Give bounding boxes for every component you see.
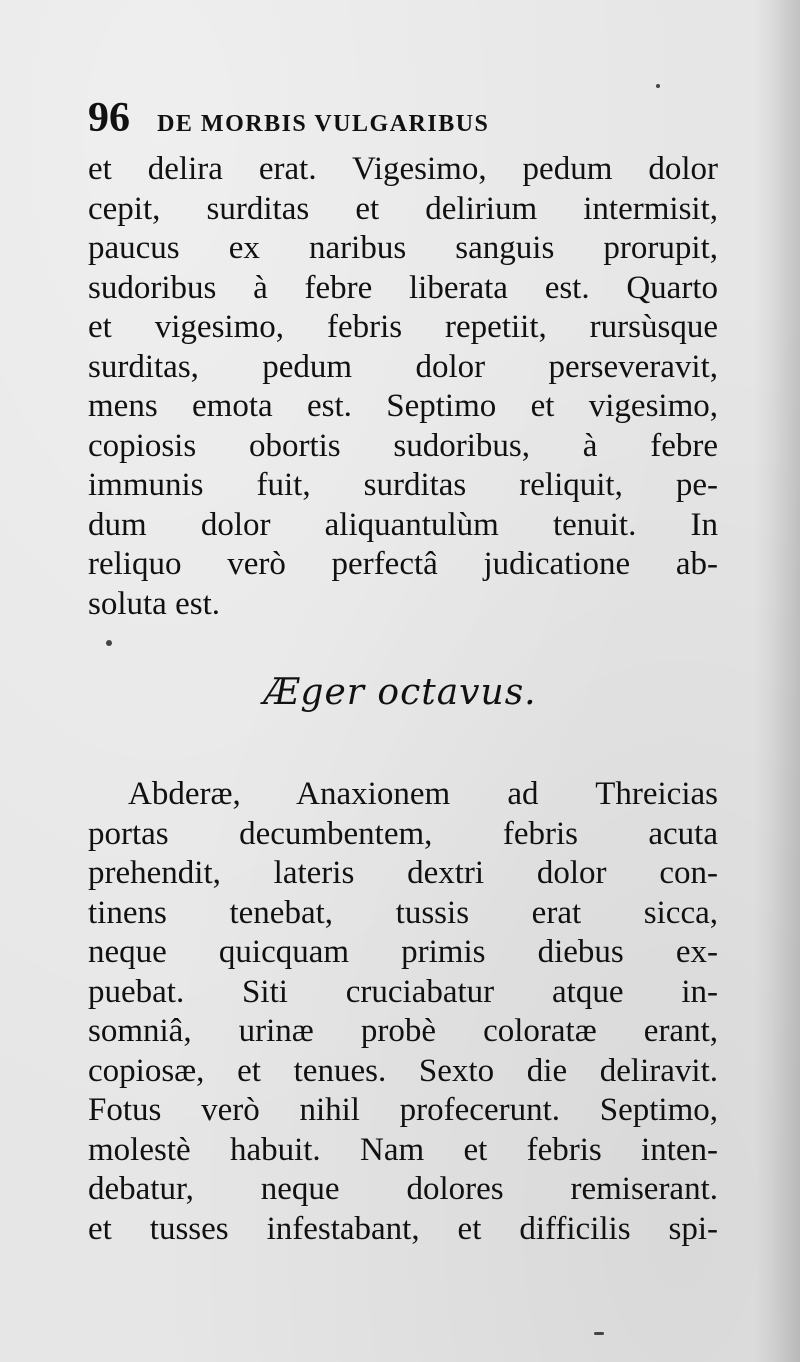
text-line: surditas, pedum dolor perseveravit, [88, 348, 718, 385]
text-line: copiosæ, et tenues. Sexto die deliravit. [88, 1052, 718, 1089]
paragraph-case-eight [88, 775, 718, 1249]
text-line: portas decumbentem, febris acuta [88, 815, 718, 852]
ink-speck [106, 640, 112, 646]
ink-speck [594, 1332, 604, 1335]
text-line: neque quicquam primis diebus ex- [88, 934, 718, 970]
text-line: debatur, neque dolores remiserant. [88, 1171, 718, 1207]
section-heading: Æger octavus. [263, 672, 537, 713]
running-head: DE MORBIS VULGARIBUS [157, 111, 490, 137]
text-line: molestè habuit. Nam et febris inten- [88, 1131, 718, 1168]
text-line: immunis fuit, surditas reliquit, pe- [88, 467, 718, 503]
ink-speck [656, 84, 660, 88]
text-line: puebat. Siti cruciabatur atque in- [88, 973, 718, 1010]
text-line: sudoribus à febre liberata est. Quarto [88, 269, 718, 306]
text-line: dum dolor aliquantulùm tenuit. In [88, 506, 718, 543]
text-line: Fotus verò nihil profecerunt. Septimo, [88, 1092, 718, 1128]
text-line: et vigesimo, febris repetiit, rursùsque [88, 309, 718, 345]
text-line: paucus ex naribus sanguis prorupit, [88, 230, 718, 266]
text-line: soluta est. [88, 585, 220, 622]
text-line: Abderæ, Anaxionem ad Threicias [128, 776, 718, 812]
text-line: tinens tenebat, tussis erat sicca, [88, 894, 718, 931]
text-line: copiosis obortis sudoribus, à febre [88, 427, 718, 464]
text-line: et tusses infestabant, et difficilis spi- [88, 1210, 718, 1247]
page-header [88, 94, 728, 142]
text-line: somniâ, urinæ probè coloratæ erant, [88, 1013, 718, 1049]
paragraph-continued [88, 150, 718, 624]
text-line: cepit, surditas et delirium intermisit, [88, 190, 718, 227]
page-number: 96 [88, 95, 130, 141]
text-line: prehendit, lateris dextri dolor con- [88, 855, 718, 891]
text-line: mens emota est. Septimo et vigesimo, [88, 388, 718, 424]
text-line: reliquo verò perfectâ judicatione ab- [88, 546, 718, 582]
text-line: et delira erat. Vigesimo, pedum dolor [88, 151, 718, 187]
